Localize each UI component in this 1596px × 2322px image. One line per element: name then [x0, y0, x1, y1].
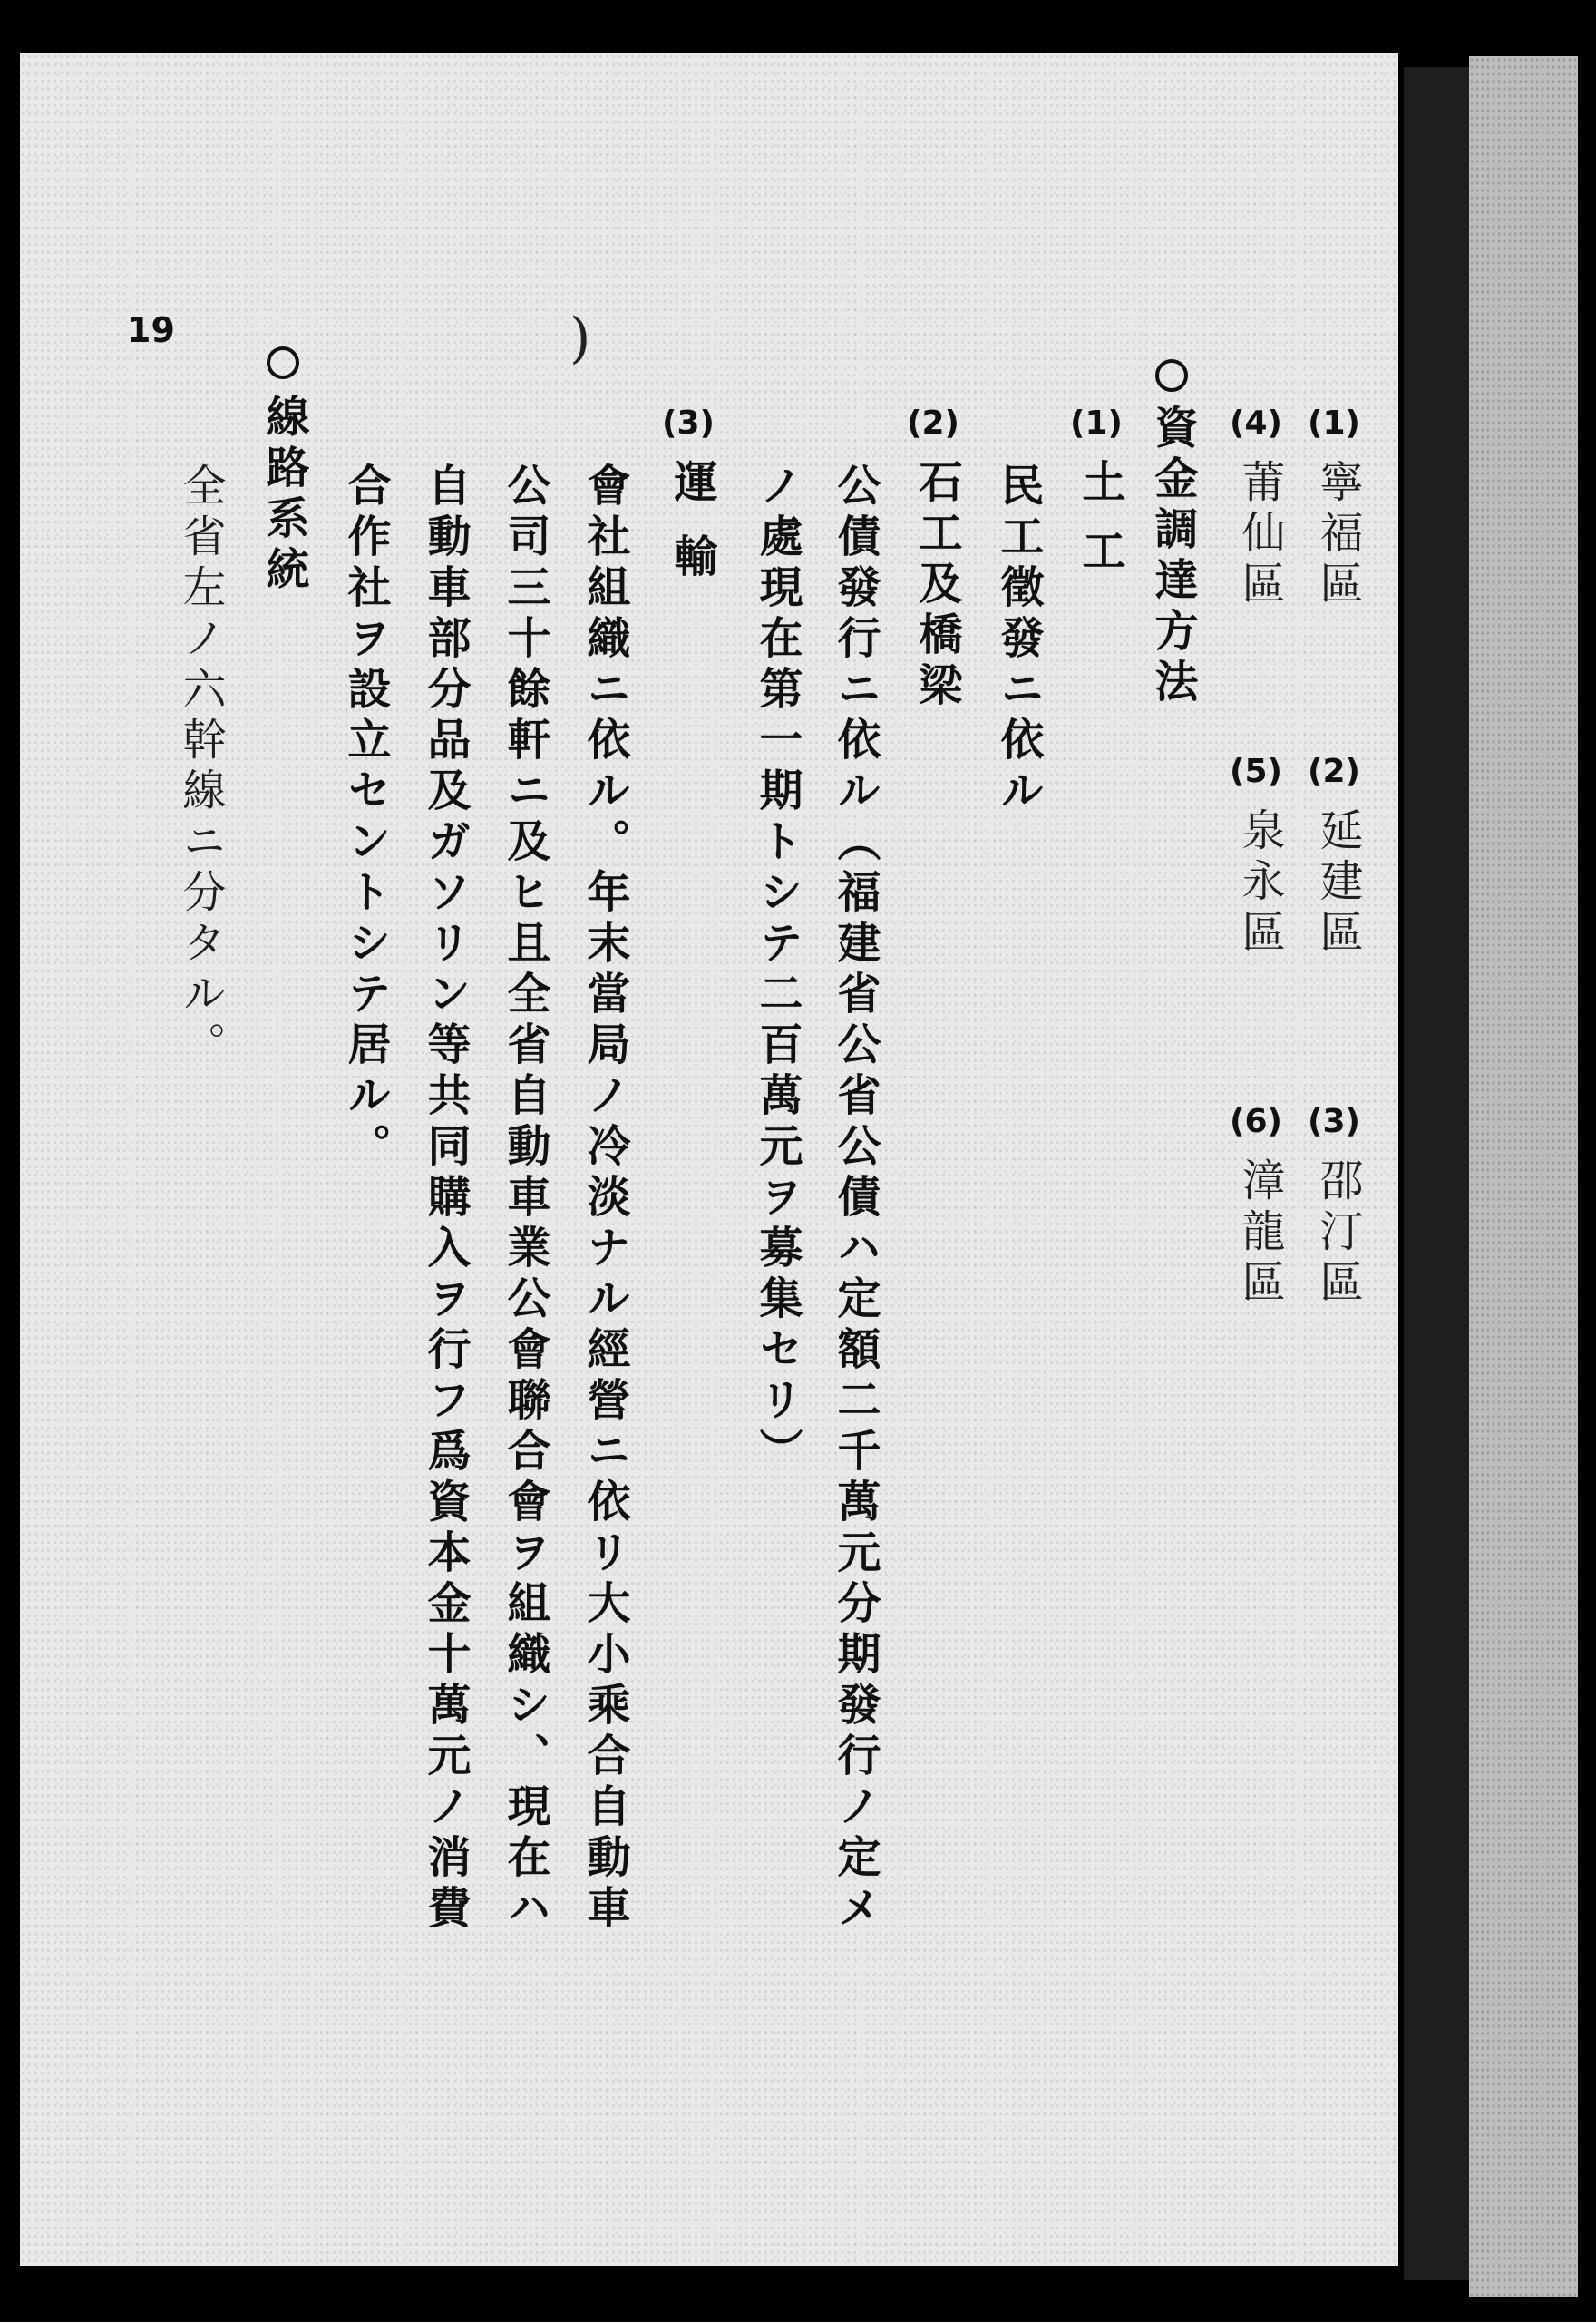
circle-bullet-icon — [1155, 359, 1188, 392]
district-number: (6) — [1230, 1103, 1282, 1140]
page-edge — [1469, 56, 1578, 2297]
bracket-mark: ) — [569, 307, 591, 370]
district-name: 泉永區 — [1234, 807, 1285, 960]
item-number: (3) — [662, 405, 715, 442]
item-text: 自動車部分品及ガソリン等共同購入ヲ行フ爲資本金十萬元ノ消費 — [420, 463, 471, 1936]
item-text: 公債發行ニ依ル（福建省公省公債ハ定額二千萬元分期發行ノ定メ — [830, 463, 881, 1936]
district-number: (2) — [1308, 753, 1360, 790]
page-number: 19 — [127, 310, 175, 350]
district-number: (4) — [1230, 405, 1282, 442]
district-name: 邵汀區 — [1312, 1157, 1363, 1310]
district-name: 莆仙區 — [1234, 459, 1285, 611]
district-name: 漳龍區 — [1234, 1157, 1285, 1310]
district-number: (1) — [1308, 405, 1360, 442]
item-text: 公司三十餘軒ニ及ヒ且全省自動車業公會聯合會ヲ組織シ、現在ハ — [500, 463, 550, 1936]
section-heading-text: 資金調達方法 — [1147, 405, 1198, 709]
circle-bullet-icon — [267, 346, 299, 379]
district-number: (3) — [1308, 1103, 1360, 1140]
district-name: 延建區 — [1312, 807, 1363, 960]
item-text: 會社組織ニ依ル。年末當局ノ冷淡ナル經營ニ依リ大小乘合自動車 — [579, 463, 630, 1936]
item-title: 石工及橋梁 — [911, 459, 962, 713]
section-heading-text: 線路系統 — [258, 394, 309, 597]
item-text: 民工徵發ニ依ル — [993, 463, 1044, 818]
district-name: 寧福區 — [1312, 459, 1363, 611]
item-text: ノ處現在第一期トシテ二百萬元ヲ募集セリ） — [752, 463, 803, 1478]
item-number: (2) — [907, 405, 959, 442]
item-text: 合作社ヲ設立セントシテ居ル。 — [340, 463, 391, 1174]
district-number: (5) — [1230, 753, 1282, 790]
book-spine — [1404, 67, 1469, 2280]
item-title: 土工 — [1075, 459, 1125, 597]
item-title: 運輸 — [667, 459, 717, 608]
item-number: (1) — [1070, 405, 1123, 442]
route-text: 全省左ノ六幹線ニ分タル。 — [175, 463, 226, 1072]
document-page — [20, 53, 1398, 2266]
